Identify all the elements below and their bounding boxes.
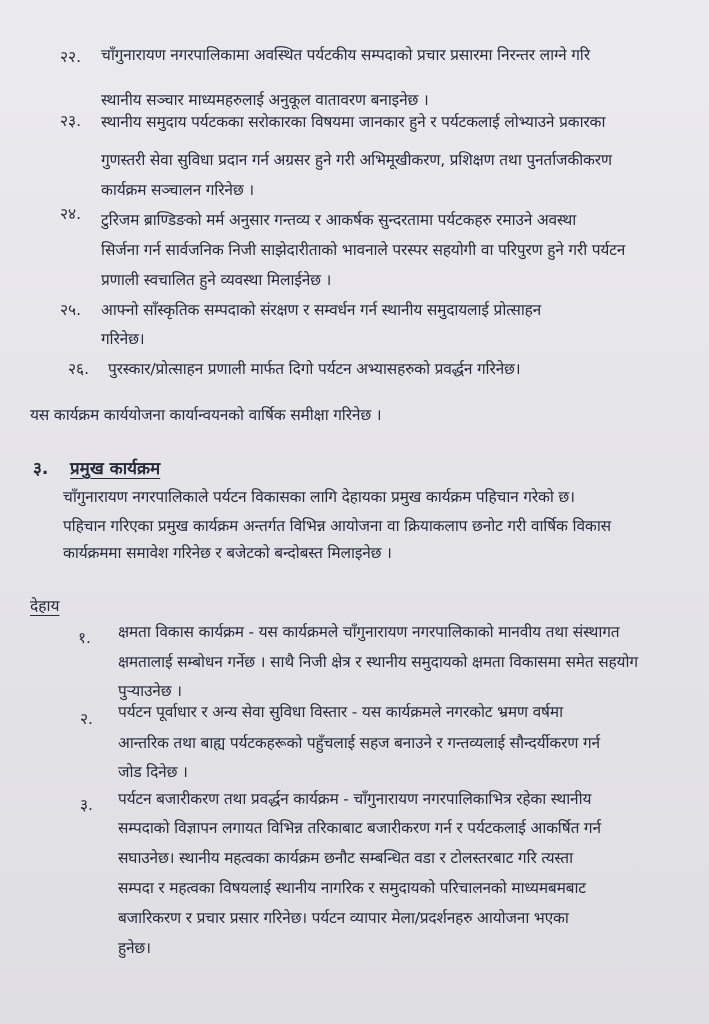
item-number: २६. xyxy=(68,360,90,378)
program-number: १. xyxy=(78,629,91,647)
section-intro-line: कार्यक्रममा समावेश गरिनेछ र बजेटको बन्दोबस्त मिलाइनेछ । xyxy=(63,544,392,562)
review-line: यस कार्यक्रम कार्ययोजना कार्यान्वयनको वार्षिक समीक्षा गरिनेछ । xyxy=(30,406,382,424)
item-line: कार्यक्रम सञ्चालन गरिनेछ । xyxy=(101,181,254,199)
item-line: सिर्जना गर्न सार्वजनिक निजी साझेदारीताको भावनाले परस्पर सहयोगी वा परिपुरण हुने गरी पर्यटन xyxy=(101,241,626,259)
item-line: प्रणाली स्वचालित हुने व्यवस्था मिलाईनेछ । xyxy=(101,271,332,289)
item-line: टुरिजम ब्राण्डिङको मर्म अनुसार गन्तव्य र आकर्षक सुन्दरतामा पर्यटकहरु रमाउने अवस्था xyxy=(101,211,577,229)
program-line: सम्पदाको विज्ञापन लगायत विभिन्न तरिकाबाट बजारीकरण गर्न र पर्यटकलाई आकर्षित गर्न xyxy=(118,819,601,837)
section-intro-line: चाँगुनारायण नगरपालिकाले पर्यटन विकासका लागि देहायका प्रमुख कार्यक्रम पहिचान गरेको छ। xyxy=(63,488,575,506)
program-line: बजारिकरण र प्रचार प्रसार गरिनेछ। पर्यटन व्यापार मेला/प्रदर्शनहरु आयोजना भएका xyxy=(118,909,569,927)
program-line: पर्यटन बजारीकरण तथा प्रवर्द्धन कार्यक्रम - चाँगुनारायण नगरपालिकाभित्र रहेका स्थानीय xyxy=(118,790,592,808)
section-number: ३. xyxy=(33,459,49,479)
program-line: क्षमता विकास कार्यक्रम - यस कार्यक्रमले चाँगुनारायण नगरपालिकाको मानवीय तथा संस्थागत xyxy=(118,623,620,641)
item-number: २२. xyxy=(60,48,82,66)
item-number: २५. xyxy=(60,301,82,319)
item-line: स्थानीय सञ्चार माध्यमहरुलाई अनुकूल वातावरण बनाइनेछ । xyxy=(101,91,429,109)
item-line: गरिनेछ। xyxy=(101,330,145,348)
program-line: सघाउनेछ। स्थानीय महत्वका कार्यक्रम छनौट सम्बन्धित वडा र टोलस्तरबाट गरि त्यस्ता xyxy=(118,849,573,867)
program-line: क्षमतालाई सम्बोधन गर्नेछ । साथै निजी क्षेत्र र स्थानीय समुदायको क्षमता विकासमा समेत सहयोग xyxy=(118,653,638,671)
item-line: स्थानीय समुदाय पर्यटकका सरोकारका विषयमा जानकार हुने र पर्यटकलाई लोभ्याउने प्रकारका xyxy=(101,113,606,131)
program-number: २. xyxy=(80,710,93,728)
dehay-label: देहाय xyxy=(30,597,60,615)
program-line: जोड दिनेछ । xyxy=(118,763,188,781)
program-number: ३. xyxy=(80,796,93,814)
item-number: २३. xyxy=(60,112,82,130)
program-line: आन्तरिक तथा बाह्य पर्यटकहरूको पहुँचलाई सहज बनाउने र गन्तव्यलाई सौन्दर्यीकरण गर्न xyxy=(118,734,600,752)
item-line: गुणस्तरी सेवा सुविधा प्रदान गर्न अग्रसर हुने गरी अभिमूखीकरण, प्रशिक्षण तथा पुनर्ताजकीकरण xyxy=(101,151,612,169)
program-line: हुनेछ। xyxy=(118,939,151,957)
item-number: २४. xyxy=(60,205,82,223)
program-line: पर्यटन पूर्वाधार र अन्य सेवा सुविधा विस्तार - यस कार्यक्रमले नगरकोट भ्रमण वर्षमा xyxy=(118,703,563,721)
program-line: पुर्‍याउनेछ । xyxy=(118,682,182,700)
section-title: प्रमुख कार्यक्रम xyxy=(70,459,161,479)
item-line: चाँगुनारायण नगरपालिकामा अवस्थित पर्यटकीय सम्पदाको प्रचार प्रसारमा निरन्तर लाग्ने गरि xyxy=(101,46,590,64)
section-intro-line: पहिचान गरिएका प्रमुख कार्यक्रम अन्तर्गत विभिन्न आयोजना वा क्रियाकलाप छनोट गरी वार्षिक विकास xyxy=(63,517,611,535)
program-line: सम्पदा र महत्वका विषयलाई स्थानीय नागरिक र समुदायको परिचालनको माध्यमबमबाट xyxy=(118,879,586,897)
item-line: आफ्नो साँस्कृतिक सम्पदाको संरक्षण र सम्वर्धन गर्न स्थानीय समुदायलाई प्रोत्साहन xyxy=(101,301,542,319)
item-line: पुरस्कार/प्रोत्साहन प्रणाली मार्फत दिगो पर्यटन अभ्यासहरुको प्रवर्द्धन गरिनेछ। xyxy=(108,360,521,378)
